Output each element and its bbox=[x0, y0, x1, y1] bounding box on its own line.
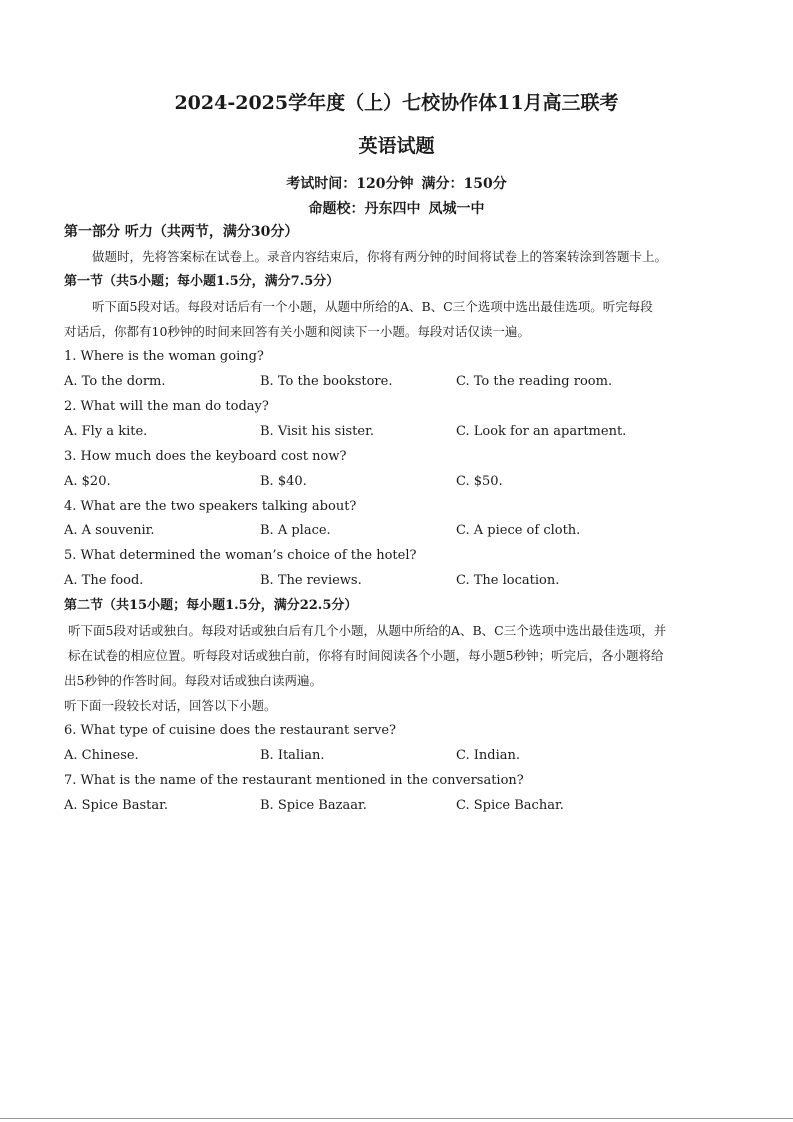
exam-time-line bbox=[0, 173, 793, 193]
section2-instruction-line1: 听下面5段对话或独白。每段对话或独白后有几个小题，从题中所给的A、B、C三个选项中选出最佳选项，并 bbox=[68, 623, 667, 638]
q4-option-b: B. A place. bbox=[260, 523, 331, 538]
question-7: 7. What is the name of the restaurant mentioned in the conversation? bbox=[64, 773, 524, 788]
setter-school-1: 命题校：丹东四中 bbox=[308, 201, 421, 217]
section1-instruction-line2: 对话后，你都有10秒钟的时间来回答有关小题和阅读下一小题。每段对话仅读一遍。 bbox=[64, 324, 530, 339]
setter-line bbox=[0, 198, 793, 218]
q2-option-c: C. Look for an apartment. bbox=[456, 424, 627, 439]
q6-option-a: A. Chinese. bbox=[64, 748, 139, 763]
question-1: 1. Where is the woman going? bbox=[64, 349, 264, 364]
section1-instruction-line1: 听下面5段对话。每段对话后有一个小题，从题中所给的A、B、C三个选项中选出最佳选项。听完每段 bbox=[92, 299, 653, 314]
part1-instruction: 做题时，先将答案标在试卷上。录音内容结束后，你将有两分钟的时间将试卷上的答案转涂到答题卡上。 bbox=[92, 249, 668, 264]
q5-option-b: B. The reviews. bbox=[260, 573, 362, 588]
q1-option-b: B. To the bookstore. bbox=[260, 374, 393, 389]
q4-option-a: A. A souvenir. bbox=[64, 523, 155, 538]
q3-option-a: A. $20. bbox=[64, 474, 111, 489]
exam-title: 2024-2025学年度（上）七校协作体11月高三联考 bbox=[174, 92, 619, 114]
q5-option-c: C. The location. bbox=[456, 573, 560, 588]
q7-option-a: A. Spice Bastar. bbox=[64, 798, 169, 813]
q2-option-b: B. Visit his sister. bbox=[260, 424, 374, 439]
q4-option-c: C. A piece of cloth. bbox=[456, 523, 581, 538]
exam-time: 考试时间：120分钟 bbox=[286, 176, 414, 192]
q1-option-c: C. To the reading room. bbox=[456, 374, 613, 389]
q6-option-b: B. Italian. bbox=[260, 748, 325, 763]
q7-option-c: C. Spice Bachar. bbox=[456, 798, 564, 813]
section2-instruction-line2: 标在试卷的相应位置。听每段对话或独白前，你将有时间阅读各个小题，每小题5秒钟；听完后，各小题将给 bbox=[68, 648, 664, 663]
q2-option-a: A. Fly a kite. bbox=[64, 424, 148, 439]
question-4: 4. What are the two speakers talking about? bbox=[64, 499, 357, 514]
full-score: 满分：150分 bbox=[421, 176, 507, 192]
q1-option-a: A. To the dorm. bbox=[64, 374, 166, 389]
part1-heading: 第一部分 听力（共两节，满分30分） bbox=[64, 224, 299, 240]
section2-instruction-line3: 出5秒钟的作答时间。每段对话或独白读两遍。 bbox=[64, 673, 322, 688]
question-5: 5. What determined the woman’s choice of the hotel? bbox=[64, 548, 417, 563]
question-6: 6. What type of cuisine does the restaurant serve? bbox=[64, 723, 396, 738]
q3-option-c: C. $50. bbox=[456, 474, 503, 489]
q5-option-a: A. The food. bbox=[64, 573, 144, 588]
section1-heading: 第一节（共5小题；每小题1.5分，满分7.5分） bbox=[64, 274, 340, 289]
q6-option-c: C. Indian. bbox=[456, 748, 520, 763]
page-bottom-divider bbox=[0, 1118, 793, 1119]
section2-sub-instruction: 听下面一段较长对话，回答以下小题。 bbox=[64, 698, 277, 713]
question-2: 2. What will the man do today? bbox=[64, 399, 269, 414]
question-3: 3. How much does the keyboard cost now? bbox=[64, 449, 347, 464]
q3-option-b: B. $40. bbox=[260, 474, 307, 489]
setter-school-2: 凤城一中 bbox=[428, 201, 485, 217]
q7-option-b: B. Spice Bazaar. bbox=[260, 798, 367, 813]
section2-heading: 第二节（共15小题；每小题1.5分，满分22.5分） bbox=[64, 598, 358, 613]
exam-subtitle: 英语试题 bbox=[358, 135, 435, 157]
